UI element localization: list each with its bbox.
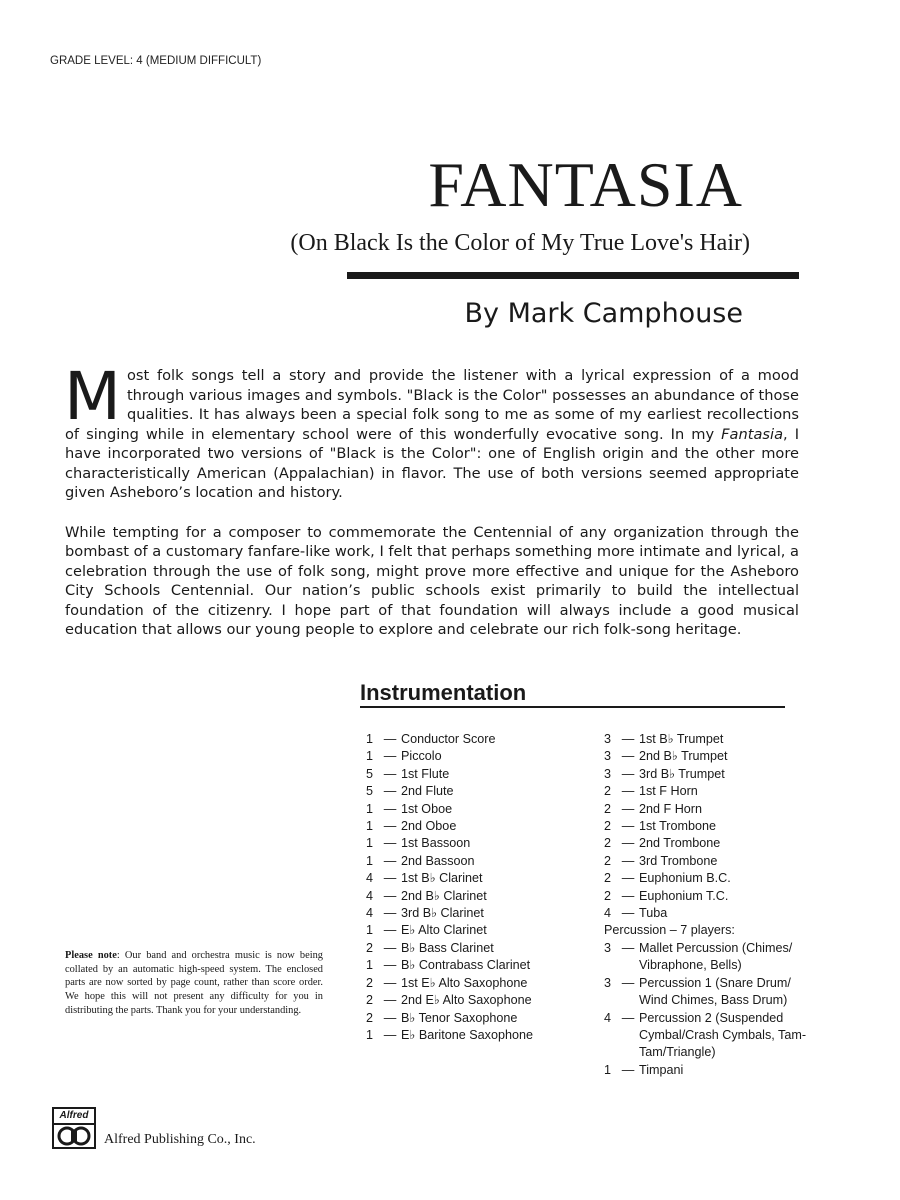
instrumentation-heading: Instrumentation <box>360 680 527 705</box>
instrument-quantity: 1 <box>366 801 374 816</box>
instrument-name: B♭ Contrabass Clarinet <box>401 958 531 973</box>
instrument-item <box>366 922 602 939</box>
percussion-header: Percussion – 7 players: <box>604 923 735 938</box>
alfred-logo-icon <box>57 1126 91 1146</box>
instrument-item <box>604 835 814 852</box>
instrument-quantity: 1 <box>366 923 374 938</box>
instrument-item <box>604 766 814 783</box>
instrument-quantity: 3 <box>604 766 612 781</box>
instrument-item <box>366 888 602 905</box>
page-title: FANTASIA <box>428 149 743 220</box>
instrument-item <box>604 731 814 748</box>
instrumentation-list-right <box>604 731 814 1079</box>
instrument-dash: — <box>383 784 397 799</box>
instrument-quantity: 3 <box>604 732 612 746</box>
instrument-quantity: 2 <box>366 993 374 1008</box>
instrument-name: 1st B♭ Clarinet <box>401 871 483 886</box>
instrument-dash: — <box>621 940 635 955</box>
instrument-quantity: 2 <box>604 871 612 886</box>
instrument-name: Conductor Score <box>401 732 496 746</box>
alfred-logo <box>52 1107 96 1149</box>
instrument-item <box>366 748 602 765</box>
instrument-dash: — <box>621 888 635 903</box>
title-divider <box>347 272 799 279</box>
instrument-name: 1st E♭ Alto Saxophone <box>401 975 528 990</box>
instrument-name: 1st F Horn <box>639 784 698 799</box>
instrument-quantity: 2 <box>366 940 374 955</box>
instrument-item <box>604 853 814 870</box>
instrument-quantity: 5 <box>366 766 374 781</box>
instrument-quantity: 3 <box>604 975 612 990</box>
instrument-name: 3rd B♭ Trumpet <box>639 766 725 781</box>
instrument-name: 1st Trombone <box>639 819 717 834</box>
instrument-item <box>366 975 602 992</box>
instrument-quantity: 1 <box>604 1062 612 1077</box>
instrument-quantity: 1 <box>366 853 374 868</box>
instrument-quantity: 2 <box>604 836 612 851</box>
instrument-name: Percussion 1 (Snare Drum/ Wind Chimes, Bass Drum) <box>639 975 791 1008</box>
instrument-item <box>604 888 814 905</box>
instrument-quantity: 1 <box>366 732 374 746</box>
alfred-logo-wordmark: Alfred <box>54 1109 94 1125</box>
instrument-name: Euphonium B.C. <box>639 871 731 886</box>
instrument-dash: — <box>621 975 635 990</box>
instrument-item <box>604 783 814 800</box>
instrumentation-list-left <box>366 731 602 1044</box>
instrument-item <box>366 818 602 835</box>
instrument-name: B♭ Tenor Saxophone <box>401 1010 518 1025</box>
instrument-quantity: 1 <box>366 958 374 973</box>
instrument-quantity: 3 <box>604 940 612 955</box>
instrument-quantity: 1 <box>366 836 374 851</box>
instrument-dash: — <box>383 888 397 903</box>
instrument-dash: — <box>621 1010 635 1025</box>
instrument-item <box>366 1027 602 1044</box>
instrument-dash: — <box>383 853 397 868</box>
instrument-dash: — <box>621 853 635 868</box>
instrument-name: 2nd Flute <box>401 784 454 799</box>
instrument-dash: — <box>621 819 635 834</box>
instrument-name: 1st B♭ Trumpet <box>639 732 724 746</box>
instrument-quantity: 1 <box>366 749 374 764</box>
composer-byline: By Mark Camphouse <box>464 298 743 329</box>
grade-level: GRADE LEVEL: 4 (MEDIUM DIFFICULT) <box>50 55 262 67</box>
instrumentation-divider <box>360 706 785 708</box>
instrument-dash: — <box>383 1010 397 1025</box>
program-notes-paragraph-2: While tempting for a composer to commemorate the Centennial of any organization through the bombast of a customary fanfare-like work, I felt that perhaps something more intimate and lyrical, a celebration through the use of folk song, might prove more effective and unique for the Asheboro City Schools Centennial. Our nation’s public schools exist primarily to build the intellectual foundation of the citizenry. I hope part of that foundation will always include a good musical education that allows our young people to explore and celebrate our rich folk-song heritage. <box>65 523 799 638</box>
page-subtitle: (On Black Is the Color of My True Love's Hair) <box>290 230 750 256</box>
work-title-italic: Fantasia <box>721 425 784 443</box>
instrument-item <box>604 748 814 765</box>
instrument-item <box>604 975 814 1010</box>
instrument-quantity: 1 <box>366 819 374 834</box>
instrument-item <box>604 1062 814 1079</box>
instrument-dash: — <box>621 749 635 764</box>
note-lead: Please note <box>65 950 117 961</box>
instrument-dash: — <box>383 923 397 938</box>
instrument-dash: — <box>383 993 397 1008</box>
instrument-item <box>366 853 602 870</box>
instrument-dash: — <box>383 836 397 851</box>
instrument-dash: — <box>383 940 397 955</box>
instrument-item <box>366 905 602 922</box>
instrument-name: Euphonium T.C. <box>639 888 729 903</box>
instrument-item <box>604 940 814 975</box>
instrument-quantity: 2 <box>604 784 612 799</box>
instrument-item <box>366 766 602 783</box>
instrument-dash: — <box>621 732 635 746</box>
instrument-quantity: 1 <box>366 1027 374 1042</box>
instrument-name: 3rd B♭ Clarinet <box>401 906 484 921</box>
instrument-dash: — <box>383 732 397 746</box>
instrument-quantity: 2 <box>366 1010 374 1025</box>
instrument-name: 1st Oboe <box>401 801 453 816</box>
collation-note <box>65 949 323 1018</box>
instrument-name: Tuba <box>639 906 668 921</box>
instrument-item <box>604 1010 814 1062</box>
instrument-quantity: 5 <box>366 784 374 799</box>
instrument-quantity: 3 <box>604 749 612 764</box>
instrument-dash: — <box>621 801 635 816</box>
instrument-name: Timpani <box>639 1062 684 1077</box>
instrument-dash: — <box>383 819 397 834</box>
instrument-quantity: 2 <box>604 819 612 834</box>
instrument-item <box>366 783 602 800</box>
instrument-quantity: 4 <box>366 888 374 903</box>
instrument-item <box>366 731 602 748</box>
instrument-item <box>604 905 814 922</box>
instrument-name: Percussion 2 (Suspended Cymbal/Crash Cymbals, Tam-Tam/Triangle) <box>639 1010 807 1060</box>
instrument-dash: — <box>621 784 635 799</box>
instrument-name: 2nd Bassoon <box>401 853 475 868</box>
instrument-name: 1st Flute <box>401 766 450 781</box>
instrument-item <box>604 818 814 835</box>
instrument-name: Mallet Percussion (Chimes/ Vibraphone, Bells) <box>639 940 793 973</box>
instrument-dash: — <box>383 766 397 781</box>
instrument-dash: — <box>383 1027 397 1042</box>
instrument-name: 2nd E♭ Alto Saxophone <box>401 993 532 1008</box>
instrument-dash: — <box>383 801 397 816</box>
instrument-dash: — <box>621 836 635 851</box>
instrument-name: Piccolo <box>401 749 442 764</box>
instrument-quantity: 2 <box>366 975 374 990</box>
instrument-name: 2nd B♭ Clarinet <box>401 888 487 903</box>
instrument-name: 2nd Trombone <box>639 836 721 851</box>
instrument-quantity: 4 <box>366 906 374 921</box>
instrument-dash: — <box>621 766 635 781</box>
instrument-item <box>366 870 602 887</box>
instrument-item <box>604 801 814 818</box>
note-text: : Our band and orchestra music is now being collated by an automatic high-speed system. The enclosed parts are now sorted by page count, rather than score order. We hope this will not present any difficulty for you in distributing the parts. Thank you for your understanding. <box>65 950 324 1016</box>
instrument-item <box>366 957 602 974</box>
drop-cap: M <box>64 358 121 435</box>
instrument-name: E♭ Alto Clarinet <box>401 923 487 938</box>
instrument-item <box>366 835 602 852</box>
instrument-item <box>366 940 602 957</box>
paragraph-1-text-cont: , I have incorporated two versions of "Black is the Color": one of English origin and the other more characteristically American (Appalachian) in flavor. The use of both versions seemed appropriate given Asheboro’s location and history. <box>65 425 799 501</box>
instrument-dash: — <box>383 906 397 921</box>
instrument-dash: — <box>621 1062 635 1077</box>
program-notes-paragraph-1 <box>64 358 799 503</box>
instrument-quantity: 4 <box>604 1010 612 1025</box>
instrument-item <box>366 801 602 818</box>
instrument-name: 1st Bassoon <box>401 836 471 851</box>
instrument-quantity: 4 <box>604 906 612 921</box>
instrument-name: 2nd Oboe <box>401 819 457 834</box>
instrument-dash: — <box>621 906 635 921</box>
instrument-dash: — <box>621 871 635 886</box>
publisher-name: Alfred Publishing Co., Inc. <box>104 1132 256 1147</box>
instrument-dash: — <box>383 749 397 764</box>
paragraph-1-text: ost folk songs tell a story and provide the listener with a lyrical expression of a mood through various images and symbols. "Black is the Color" possesses an abundance of those qualities. It has always been a special folk song to me as some of my earliest recollections of singing while in elementary school were of this wonderfully evocative song. In my <box>65 367 799 443</box>
instrument-item <box>366 1010 602 1027</box>
instrument-item <box>604 870 814 887</box>
instrument-dash: — <box>383 958 397 973</box>
instrument-item <box>366 992 602 1009</box>
instrument-quantity: 4 <box>366 871 374 886</box>
instrument-quantity: 2 <box>604 853 612 868</box>
instrument-dash: — <box>383 975 397 990</box>
instrument-name: 2nd B♭ Trumpet <box>639 749 728 764</box>
program-notes <box>64 358 799 640</box>
instrument-name: E♭ Baritone Saxophone <box>401 1027 533 1042</box>
instrument-dash: — <box>383 871 397 886</box>
instrument-name: B♭ Bass Clarinet <box>401 940 494 955</box>
instrument-name: 3rd Trombone <box>639 853 718 868</box>
instrument-quantity: 2 <box>604 888 612 903</box>
instrument-quantity: 2 <box>604 801 612 816</box>
instrument-name: 2nd F Horn <box>639 801 702 816</box>
